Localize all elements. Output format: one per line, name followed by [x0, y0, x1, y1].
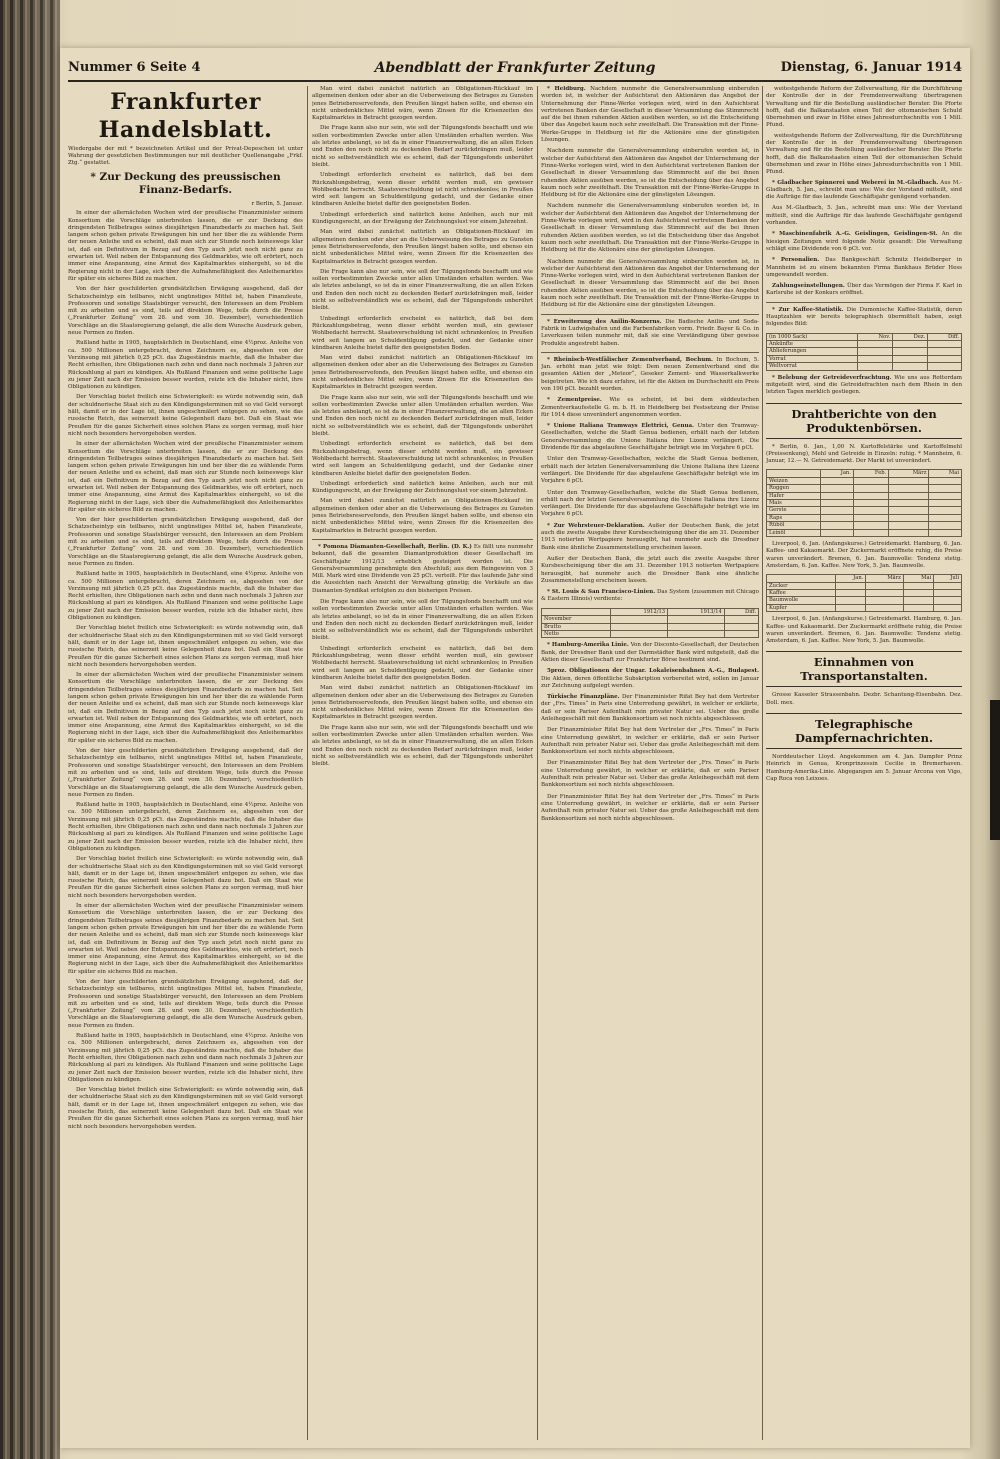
table-row: [542, 630, 759, 637]
page-edge-tab: [990, 700, 1000, 840]
news-item: [541, 456, 759, 485]
table-cell: [893, 355, 928, 362]
news-item: [312, 544, 533, 595]
news-item: [541, 794, 759, 823]
article-paragraph: Von der hier geschilderten grundsätzlichen Erwägung ausgehend, daß der Schatzscheintyp ein teilbares, nicht ungünstiges Mittel ist, haben Finanzleute, Professoren und sonstige Staatsbürger versucht, den Interessen an dem Problem mit zu arbeiten und es sind, teils auf direktem Wege, teils durch die Presse („Frankfurter Zeitung“ vom 28. und vom 30. Dezember), verschiedentlich Vorschläge an die Staatsregierung gelangt, die alle dem Wunsche Ausdruck geben, neue Formen zu finden.: [68, 748, 303, 798]
table-header-cell: Diff.: [928, 333, 962, 340]
news-item: [766, 180, 962, 202]
coffee-statistics-table: [766, 333, 962, 371]
table-header-cell: Jan.: [835, 575, 866, 582]
news-item: [541, 86, 759, 144]
table-cell: [611, 623, 668, 630]
telegraph-heading: Telegraphische Dampfernachrichten.: [766, 713, 962, 749]
news-item: * Berlin, 6. Jan., 1,00 N. Kartoffelstärke und Kartoffelmehl (Preissenkung), Mehl und Getreide in Einzeln: ruhig. * Mannheim, 6. Januar, 12.— N. Getreidemarkt. Der Markt ist unverändert.: [766, 443, 962, 465]
article-paragraph: weitestgehende Reform der Zollverwaltung, für die Durchführung der Kontrolle der in der Fremdenverwaltung übertragenen Verwaltung und für die Bestellung ausländischer Berater. Die Pforte hofft, daß die Balkanstaaten einen Teil der ottomanischen Schuld übernehmen und zwar in Höhe eines Jahresdurchschnitts von 1 Mill. Pfund.: [766, 132, 962, 176]
table-cell: [928, 363, 962, 370]
market-reports: Liverpool, 6. Jan. (Anfangskurse.) Getreidemarkt. Hamburg, 6. Jan. Kaffee- und Kakaomarkt. Der Zuckermarkt eröffnete ruhig, die Preise waren unverändert. Bremen, 6. Jan. Baumwolle: Tendenz stetig. Amsterdam, 6. Jan. Kaffee. New York, 5. Jan. Baumwolle.: [766, 616, 962, 645]
table-row: [767, 363, 962, 370]
table-header-cell: Mai: [903, 575, 933, 582]
article-paragraph: Man wird dabei zunächst natürlich an Obligationen-Rückkauf im allgemeinen denken oder aber an die Ueberweisung des Betrages zu Gunsten jenes Betriebsreservefonds, den Preußen längst haben sollte, und ebenso ein nicht unbedenkliches Mittel wäre, wenn Zinsen für die Krisenzeiten des Kapitalmarktes in Betracht gezogen werden.: [312, 229, 533, 265]
article-paragraph: Der Vorschlag bietet freilich eine Schwierigkeit: es würde notwendig sein, daß der schuldnerische Staat sich zu den Kündigungsterminen mit so viel Geld versorgt hält, damit er in der Lage ist, ihnen ungeschmälert entgegen zu sehen, wie das russische Reich, das seinerzeit keine Gelegenheit dazu bot. Daß ein Staat wie Preußen für die ganze Sicherheit eines solchen Plans zu sorgen vermag, muß hier nicht noch besonders hervorgehoben werden.: [68, 394, 303, 437]
article-paragraph: In einer der allernächsten Wochen wird der preußische Finanzminister seinem Konsortium die Vorschläge unterbreiten lassen, die er zur Deckung des dringendsten Teilbetrages seines diesjährigen Finanzbedarfs zu machen hat. Seit langem schon gehen private Erwägungen hin und her über die zu wählende Form der neuen Anleihe und es scheint, daß man sich zur Stunde noch keineswegs klar ist, daß ein Definitivum in Bezug auf den Typ auch jetzt noch nicht ganz zu erwarten ist. Weil neben der Entspannung des Geldmarktes, wie oft erörtert, noch immer eine Anspannung, eine Armut des Kapitalmarktes einhergeht, so ist die Regierung nicht in der Lage, sich über die Aufnahmefähigkeit des Anleihemarktes für später ein sicheres Bild zu machen.: [68, 672, 303, 744]
news-item-text: Das Bankgeschäft Schmitz Heidelberger in Mannheim ist zu einem bekannten Firma Bankhaus Brüder Hess umgewandelt worden.: [766, 257, 962, 278]
article-paragraph: Von der hier geschilderten grundsätzlichen Erwägung ausgehend, daß der Schatzscheintyp ein teilbares, nicht ungünstiges Mittel ist, haben Finanzleute, Professoren und sonstige Staatsbürger versucht, den Interessen an dem Problem mit zu arbeiten und es sind, teils auf direktem Wege, teils durch die Presse („Frankfurter Zeitung“ vom 28. und vom 30. Dezember), verschiedentlich Vorschläge an die Staatsregierung gelangt, die alle dem Wunsche Ausdruck geben, neue Formen zu finden.: [68, 978, 303, 1029]
news-item-title: * Belebung der Getreideverfrachtung.: [772, 374, 892, 381]
table-cell: Netto: [542, 630, 611, 637]
table-header-cell: Mai: [929, 470, 962, 477]
news-item-text: Wie uns aus Rotterdam mitgeteilt wird, sind die Getreidefrachten nach dem Rhein in den letzten Tagen merklich gestiegen.: [766, 374, 962, 396]
news-item-text: Die Dumonische Kaffee-Statistik, deren Hauptzahlen wir bereits telegraphisch übermittelt haben, zeigt folgendes Bild:: [766, 306, 962, 328]
news-item: [766, 375, 962, 397]
table-cell: Weizen: [767, 477, 821, 484]
news-item: [766, 307, 962, 329]
news-item-text: Der Finanzminister Rifat Bey hat dem Vertreter der „Frs. Times“ in Paris eine Unterredung gewährt, in welcher er erklärte, daß er sein Pariser Aufenthalt rein privater Natur sei. Ueber das große Anleihegeschäft mit dem Bankkonsortium sei noch nichts abgeschlossen.: [541, 760, 759, 789]
news-item-text: Nachdem nunmehr die Generalversammlung einberufen worden ist, in welcher der Aufsichtsrat den Aktionären das Angebot der Unternehmung der Finne-Werke vorlegen wird, wird in den Aufsichtsrat vertretenen Banken der Gesellschaft in dieser Versammlung das Stimmrecht auf die bei ihnen ruhenden Aktien ausüben werden, so ist die Entscheidung über das Angebot kaum noch sehr zweifelhaft. Die Transaktion mit der Finne-Werke-Gruppe in Heldburg ist für die Aktionäre eine der günstigsten Lösungen.: [541, 203, 759, 254]
article-paragraph: Rußland hatte in 1905, hauptsächlich in Deutschland, eine 4½proz. Anleihe von ca. 500 Millionen untergebracht, deren Zeichnern es, abgesehen von der Verzinsung mit jährlich 0,25 pCt. das Zugeständnis machte, daß die Inhaber das Recht erhielten, ihre Obligationen nach zehn und dann nach nochmals 3 Jahren zur Rückzahlung al pari zu kündigen. Als Rußland Finanzen und seine politische Lage zu jener Zeit nach der Emission besser wurden, reizte ich die Inhaber nicht, ihre Obligationen zu kündigen.: [68, 571, 303, 622]
table-header-cell: (in 1000 Sack): [767, 333, 858, 340]
newspaper-title: Abendblatt der Frankfurter Zeitung: [374, 60, 656, 76]
table-cell: [611, 630, 668, 637]
table-cell: [858, 348, 893, 355]
article-paragraph: Unbedingt erforderlich erscheint es natürlich, daß bei dem Rückzahlungsbetrag, wenn dieser erhöht werden muß, ein gewisser Wohlbedacht herrscht. Staatsverschuldung ist nicht schrankenlos; in Preußen wird seit langem an Schuldentilgung gedacht, und der Gedanke einer kündbaren Anleihe bietet dafür den geeignetsten Boden.: [312, 441, 533, 477]
divider: [541, 352, 759, 353]
table-cell: [893, 363, 928, 370]
table-row: [767, 582, 962, 589]
table-header-row: [767, 470, 962, 477]
news-item-text: Das System (zusammen mit Chicago & Eastern Illinois) verdiente:: [541, 589, 759, 603]
grain-prices-table: [766, 469, 962, 537]
table-row: [767, 590, 962, 597]
news-item-text: Unter den Tramway-Gesellschaften, welche die Stadt Genua bedienen, erhält nach der letzten Generalversammlung die Unione Italiana ihre Lizenz verlängert. Die Dividende für das abgelaufene Geschäftsjahr beträgt wie im Vorjahre 6 pCt.: [541, 489, 759, 518]
news-item-text: Aus M.-Gladbach, 5. Jan., schreibt man uns: Wie der Vorstand mitteilt, sind die Aufträge für das laufende Geschäftsjahr genügend vorhanden.: [766, 205, 962, 227]
news-item-text: Unter den Tramway-Gesellschaften, welche die Stadt Genua bedienen, erhält nach der letzten Generalversammlung die Unione Italiana ihre Lizenz verlängert. Die Dividende für das abgelaufene Geschäftsjahr beträgt wie im Vorjahre 6 pCt.: [541, 423, 759, 452]
issue-date: Dienstag, 6. Januar 1914: [780, 60, 962, 75]
news-item-text: Der Finanzminister Rifat Bey hat dem Vertreter der „Frs. Times“ in Paris eine Unterredung gewährt, in welcher er erklärte, daß er sein Pariser Aufenthalt rein privater Natur sei. Ueber das große Anleihegeschäft mit dem Bankkonsortium sei noch nichts abgeschlossen.: [541, 694, 759, 722]
article-paragraph: Man wird dabei zunächst natürlich an Obligationen-Rückkauf im allgemeinen denken oder aber an die Ueberweisung des Betrages zu Gunsten jenes Betriebsreservefonds, den Preußen längst haben sollte, und ebenso ein nicht unbedenkliches Mittel wäre, wenn Zinsen für die Krisenzeiten des Kapitalmarktes in Betracht gezogen werden.: [312, 685, 533, 721]
newspaper-page: [60, 48, 970, 1448]
table-cell: [928, 355, 962, 362]
article-paragraph: Unbedingt erforderlich erscheint es natürlich, daß bei dem Rückzahlungsbetrag, wenn dieser erhöht werden muß, ein gewisser Wohlbedacht herrscht. Staatsverschuldung ist nicht schrankenlos; in Preußen wird seit langem an Schuldentilgung gedacht, und der Gedanke einer kündbaren Anleihe bietet dafür den geeignetsten Boden.: [312, 315, 533, 351]
table-cell: Ankünfte: [767, 341, 858, 348]
article-paragraph: In einer der allernächsten Wochen wird der preußische Finanzminister seinem Konsortium die Vorschläge unterbreiten lassen, die er zur Deckung des dringendsten Teilbetrages seines diesjährigen Finanzbedarfs zu machen hat. Seit langem schon gehen private Erwägungen hin und her über die zu wählende Form der neuen Anleihe und es scheint, daß man sich zur Stunde noch keineswegs klar ist, daß ein Definitivum in Bezug auf den Typ auch jetzt noch nicht ganz zu erwarten ist. Weil neben der Entspannung des Geldmarktes, wie oft erörtert, noch immer eine Anspannung, eine Armut des Kapitalmarktes einhergeht, so ist die Regierung nicht in der Lage, sich über die Aufnahmefähigkeit des Anleihemarktes für später ein sicheres Bild zu machen.: [68, 903, 303, 975]
news-item-title: * Zur Kaffee-Statistik.: [772, 306, 844, 313]
article-paragraph: In einer der allernächsten Wochen wird der preußische Finanzminister seinem Konsortium die Vorschläge unterbreiten lassen, die er zur Deckung des dringendsten Teilbetrages seines diesjährigen Finanzbedarfs zu machen hat. Seit langem schon gehen private Erwägungen hin und her über die zu wählende Form der neuen Anleihe und es scheint, daß man sich zur Stunde noch keineswegs klar ist, daß ein Definitivum in Bezug auf den Typ auch jetzt noch nicht ganz zu erwarten ist. Weil neben der Entspannung des Geldmarktes, wie oft erörtert, noch immer eine Anspannung, eine Armut des Kapitalmarktes einhergeht, so ist die Regierung nicht in der Lage, sich über die Aufnahmefähigkeit des Anleihemarktes für später ein sicheres Bild zu machen.: [68, 441, 303, 513]
article-paragraph: Der Vorschlag bietet freilich eine Schwierigkeit: es würde notwendig sein, daß der schuldnerische Staat sich zu den Kündigungsterminen mit so viel Geld versorgt hält, damit er in der Lage ist, ihnen ungeschmälert entgegen zu sehen, wie das russische Reich, das seinerzeit keine Gelegenheit dazu bot. Daß ein Staat wie Preußen für die ganze Sicherheit eines solchen Plans zu sorgen vermag, muß hier nicht noch besonders hervorgehoben werden.: [68, 625, 303, 668]
section-title: Frankfurter Handelsblatt.: [98, 89, 273, 143]
table-cell: [724, 630, 758, 637]
news-item-text: Unter den Tramway-Gesellschaften, welche die Stadt Genua bedienen, erhält nach der letzten Generalversammlung die Unione Italiana ihre Lizenz verlängert. Die Dividende für das abgelaufene Geschäftsjahr beträgt wie im Vorjahre 6 pCt.: [541, 456, 759, 485]
table-header-cell: [542, 608, 611, 615]
news-item: [541, 203, 759, 254]
table-row: [767, 522, 962, 529]
table-row: [767, 604, 962, 611]
issue-number: Nummer 6 Seite 4: [68, 60, 201, 75]
divider: [312, 539, 533, 540]
news-item: [541, 523, 759, 552]
table-cell: Mais: [767, 500, 821, 507]
article-paragraph: Rußland hatte in 1905, hauptsächlich in Deutschland, eine 4½proz. Anleihe von ca. 500 Millionen untergebracht, deren Zeichnern es, abgesehen von der Verzinsung mit jährlich 0,25 pCt. das Zugeständnis machte, daß die Inhaber das Recht erhielten, ihre Obligationen nach zehn und dann nach nochmals 3 Jahren zur Rückzahlung al pari zu kündigen. Als Rußland Finanzen und seine politische Lage zu jener Zeit nach der Emission besser wurden, reizte ich die Inhaber nicht, ihre Obligationen zu kündigen.: [68, 340, 303, 391]
news-item-title: * Heldburg.: [547, 86, 586, 92]
article-paragraph: Die Frage kann also nur sein, wie soll der Tilgungsfonds beschafft und wie sollen vorbestimmten Zwecke unter allen Umständen erhalten werden. Was als letztes anbelangt, so ist da in einer Finanzverwaltung, die an allen Ecken und Enden den noch nicht zu deckenden Bedarf zurückdrängen muß, leider nicht so selbstverständlich wie es scheint, daß der Tilgungsfonds unberührt bleibt.: [312, 394, 533, 438]
table-cell: Baumwolle: [767, 597, 836, 604]
news-item: [541, 423, 759, 452]
table-header-cell: Jan.: [821, 470, 854, 477]
table-row: [767, 507, 962, 514]
table-cell: [668, 630, 725, 637]
table-cell: [928, 341, 962, 348]
table-header-row: [542, 608, 759, 615]
news-item-text: Die Badische Anilin- und Soda-Fabrik in Ludwigshafen und die Farbenfabriken vorm. Friedr. Bayer & Co. in Leverkusen teilen nunmehr mit, daß sie eine Verständigung über gewisse Produkte angestrebt haben.: [541, 318, 759, 347]
table-header-cell: 1913/14: [668, 608, 725, 615]
table-header-row: [767, 333, 962, 340]
article-paragraph: Unbedingt erforderlich sind natürlich keine Anleihen, auch nur mit Kündigungsrecht, an der Erwägung der Zeichnungslust vor einem Jahrzehnt.: [312, 211, 533, 226]
news-item: [541, 490, 759, 519]
news-item-title: Türkische Finanzpläne.: [547, 694, 620, 701]
news-item-title: Zahlungseinstellungen.: [772, 283, 845, 290]
news-item-text: An die hiesigen Zeitungen wird folgende Notiz gesandt: Die Verwaltung schlägt eine Dividende von 6 pCt. vor.: [766, 231, 962, 252]
table-row: [542, 616, 759, 623]
news-item-text: Nachdem nunmehr die Generalversammlung einberufen worden ist, in welcher der Aufsichtsrat den Aktionären das Angebot der Unternehmung der Finne-Werke vorlegen wird, wird in den Aufsichtsrat vertretenen Banken der Gesellschaft in dieser Versammlung das Stimmrecht auf die bei ihnen ruhenden Aktien ausüben werden, so ist die Entscheidung über das Angebot kaum noch sehr zweifelhaft. Die Transaktion mit der Finne-Werke-Gruppe in Heldburg ist für die Aktionäre eine der günstigsten Lösungen.: [541, 258, 759, 309]
news-item-title: * Rheinisch-Westfälischer Zementverband, Bochum.: [547, 356, 713, 363]
article-paragraph: Unbedingt erforderlich erscheint es natürlich, daß bei dem Rückzahlungsbetrag, wenn dieser erhöht werden muß, ein gewisser Wohlbedacht herrscht. Staatsverschuldung ist nicht schrankenlos; in Preußen wird seit langem an Schuldentilgung gedacht, und der Gedanke einer kündbaren Anleihe bietet dafür den geeignetsten Boden.: [312, 645, 533, 681]
table-cell: Hafer: [767, 492, 821, 499]
news-item: [541, 556, 759, 585]
table-cell: [858, 355, 893, 362]
table-header-cell: [767, 470, 821, 477]
commodity-prices-table: [766, 574, 962, 612]
article-paragraph: Von der hier geschilderten grundsätzlichen Erwägung ausgehend, daß der Schatzscheintyp ein teilbares, nicht ungünstiges Mittel ist, haben Finanzleute, Professoren und sonstige Staatsbürger versucht, den Interessen an dem Problem mit zu arbeiten und es sind, teils auf direktem Wege, teils durch die Presse („Frankfurter Zeitung“ vom 28. und vom 30. Dezember), verschiedentlich Vorschläge an die Staatsregierung gelangt, die alle dem Wunsche Ausdruck geben, neue Formen zu finden.: [68, 286, 303, 337]
news-item-text: In Bochum, 5. Jan. erhöht man jetzt wie folgt: Dem neuen Zementverband sind die gesamten Aktien der „Meteor“, Geseker Zement- und Wasserkalkwerke beigetreten. Wie ich dazu erfahre, ist für die Aktien im Durchschnitt ein Preis von 190 pCt. bezahlt worden.: [541, 356, 759, 392]
telegraph-text: Norddeutscher Lloyd. Angekommen am 4. Jan. Dampfer Prinz Heinrich in Genua, Kronprinzessin Cecilie in Bremerhaven. Hamburg-Amerika-Linie. Abgegangen am 5. Januar Arcona von Vigo, Cap Roca von Leixoes.: [766, 754, 962, 782]
table-header-cell: März: [866, 575, 904, 582]
news-item-title: * Gladbacher Spinnerei und Weberei in M.-Gladbach.: [772, 179, 939, 186]
table-cell: Rüböl: [767, 522, 821, 529]
news-item: [541, 642, 759, 664]
news-item-title: * Unione Italiana Tramways Elettrici, Genua.: [547, 423, 694, 430]
news-item: [541, 319, 759, 348]
news-item-text: Der Finanzminister Rifat Bey hat dem Vertreter der „Frs. Times“ in Paris eine Unterredung gewährt, in welcher er erklärte, daß er sein Pariser Aufenthalt rein privater Natur sei. Ueber das große Anleihegeschäft mit dem Bankkonsortium sei noch nichts abgeschlossen.: [541, 727, 759, 756]
news-item-title: * Personalien.: [772, 257, 820, 264]
news-item-title: * Pomona Diamanten-Gesellschaft, Berlin. (D. K.): [318, 543, 472, 550]
table-cell: [724, 616, 758, 623]
table-row: [767, 492, 962, 499]
table-cell: Vorrat: [767, 355, 858, 362]
news-item: [541, 694, 759, 723]
book-binding: [0, 0, 60, 1459]
table-cell: Raps: [767, 514, 821, 521]
reprint-note: Wiedergabe der mit * bezeichneten Artikel und der Privat-Depeschen ist unter Wahrung der gesetzlichen Bestimmungen nur mit deutlicher Quellenangabe „Frkf. Ztg.“ gestattet.: [68, 146, 303, 166]
produce-exchange-heading: Drahtberichte von den Produktenbörsen.: [766, 403, 962, 439]
news-item: [766, 231, 962, 253]
table-cell: Weltvorrat: [767, 363, 858, 370]
news-item-title: * Maschinenfabrik A.-G. Geislingen, Geislingen-St.: [772, 231, 938, 238]
table-cell: [668, 623, 725, 630]
news-item-text: Der Finanzminister Rifat Bey hat dem Vertreter der „Frs. Times“ in Paris eine Unterredung gewährt, in welcher er erklärte, daß er sein Pariser Aufenthalt rein privater Natur sei. Ueber das große Anleihegeschäft mit dem Bankkonsortium sei noch nichts abgeschlossen.: [541, 793, 759, 822]
news-item: [541, 760, 759, 789]
table-cell: [724, 623, 758, 630]
table-row: [542, 623, 759, 630]
table-header-cell: Nov.: [858, 333, 893, 340]
news-item-title: * Erweiterung des Anilin-Konzerns.: [547, 318, 662, 325]
news-item-text: Wie es scheint, ist bei dem süddeutschen Zementverkaufsstelle G. m. b. H. in Heidelberg bei Festsetzung der Preise für 1914 diese unverändert angenommen worden.: [541, 397, 759, 418]
table-header-cell: [767, 575, 836, 582]
news-item: [541, 397, 759, 419]
transport-text: Grosse Kasseler Strassenbahn. Dezbr. Schantung-Eisenbahn. Dez. Doll. mex.: [766, 692, 962, 706]
column-1: [68, 86, 303, 1440]
news-item-title: 5proz. Obligationen der Ungar. Lokaleisenbahnen A.-G., Budapest.: [547, 668, 759, 675]
column-rule: [537, 86, 538, 1440]
article-paragraph: Man wird dabei zunächst natürlich an Obligationen-Rückkauf im allgemeinen denken oder aber an die Ueberweisung des Betrages zu Gunsten jenes Betriebsreservefonds, den Preußen längst haben sollte, und ebenso ein nicht unbedenkliches Mittel wäre, wenn Zinsen für die Krisenzeiten des Kapitalmarktes in Betracht gezogen werden.: [312, 355, 533, 391]
column-4: [766, 86, 962, 1440]
article-paragraph: Rußland hatte in 1905, hauptsächlich in Deutschland, eine 4½proz. Anleihe von ca. 500 Millionen untergebracht, deren Zeichnern es, abgesehen von der Verzinsung mit jährlich 0,25 pCt. das Zugeständnis machte, daß die Inhaber das Recht erhielten, ihre Obligationen nach zehn und dann nach nochmals 3 Jahren zur Rückzahlung al pari zu kündigen. Als Rußland Finanzen und seine politische Lage zu jener Zeit nach der Emission besser wurden, reizte ich die Inhaber nicht, ihre Obligationen zu kündigen.: [68, 802, 303, 852]
earnings-table: [541, 608, 759, 639]
article-paragraph: Man wird dabei zunächst natürlich an Obligationen-Rückkauf im allgemeinen denken oder aber an die Ueberweisung des Betrages zu Gunsten jenes Betriebsreservefonds, den Preußen längst haben sollte, und ebenso ein nicht unbedenkliches Mittel wäre, wenn Zinsen für die Krisenzeiten des Kapitalmarktes in Betracht gezogen werden.: [312, 498, 533, 534]
news-item-title: * St. Louis & San Francisco-Linien.: [547, 589, 656, 596]
news-item: [541, 357, 759, 393]
news-item-text: Nachdem nunmehr die Generalversammlung einberufen worden ist, in welcher der Aufsichtsrat den Aktionären das Angebot der Unternehmung der Finne-Werke vorlegen wird, wird in den Aufsichtsrat vertretenen Banken der Gesellschaft in dieser Versammlung das Stimmrecht auf die bei ihnen ruhenden Aktien ausüben werden, so ist die Entscheidung über das Angebot kaum noch sehr zweifelhaft. Die Transaktion mit der Finne-Werke-Gruppe in Heldburg ist für die Aktionäre eine der günstigsten Lösungen.: [541, 148, 759, 199]
article-paragraph: In einer der allernächsten Wochen wird der preußische Finanzminister seinem Konsortium die Vorschläge unterbreiten lassen, die er zur Deckung des dringendsten Teilbetrages seines diesjährigen Finanzbedarfs zu machen hat. Seit langem schon gehen private Erwägungen hin und her über die zu wählende Form der neuen Anleihe und es scheint, daß man sich zur Stunde noch keineswegs klar ist, daß ein Definitivum in Bezug auf den Typ auch jetzt noch nicht ganz zu erwarten ist. Weil neben der Entspannung des Geldmarktes, wie oft erörtert, noch immer eine Anspannung, eine Armut des Kapitalmarktes einhergeht, so ist die Regierung nicht in der Lage, sich über die Aufnahmefähigkeit des Anleihemarktes für später ein sicheres Bild zu machen.: [68, 210, 303, 282]
news-item-text: Von der Disconto-Gesellschaft, der Deutschen Bank, der Dresdner Bank und der Darmstädter Bank wird mitgeteilt, daß die Aktien dieser Gesellschaft zur Frankfurter Börse bestimmt sind.: [541, 642, 759, 663]
table-row: [767, 485, 962, 492]
news-item: [766, 257, 962, 279]
news-item: [541, 668, 759, 690]
news-item: [541, 589, 759, 604]
table-cell: [668, 616, 725, 623]
news-item: [541, 259, 759, 310]
table-cell: [858, 341, 893, 348]
transport-heading: Einnahmen von Transportanstalten.: [766, 651, 962, 687]
news-item-text: Nachdem nunmehr die Generalversammlung einberufen worden ist, in welcher der Aufsichtsrat den Aktionären das Angebot der Unternehmung der Finne-Werke vorlegen wird, wird in den Aufsichtsrat vertretenen Banken der Gesellschaft in dieser Versammlung das Stimmrecht auf die bei ihnen ruhenden Aktien ausüben werden, so ist die Entscheidung über das Angebot kaum noch sehr zweifelhaft. Die Transaktion mit der Finne-Werke-Gruppe in Heldburg ist für die Aktionäre eine der günstigsten Lösungen.: [541, 86, 759, 144]
table-cell: [611, 616, 668, 623]
table-row: [767, 348, 962, 355]
table-row: [767, 514, 962, 521]
table-cell: November: [542, 616, 611, 623]
column-rule: [762, 86, 763, 1440]
news-item: [766, 205, 962, 227]
news-item: [541, 727, 759, 756]
news-item-title: * Zementpreise.: [547, 397, 602, 404]
news-item: [766, 283, 962, 298]
news-item-title: * Hamburg-Amerika Linie.: [547, 642, 629, 649]
news-item-text: Außer der Deutschen Bank, die jetzt auch die zweite Ausgabe ihrer Kursbescheinigung über die am 31. Dezember 1913 notierten Wertpapiere herausgibt, hat nunmehr auch die Dresdner Bank eine ähnliche Zusammenstellung erscheinen lassen.: [541, 555, 759, 584]
divider: [541, 314, 759, 315]
news-item-title: * Zur Wehrsteuer-Deklaration.: [547, 522, 645, 529]
table-cell: [893, 348, 928, 355]
article-paragraph: Der Vorschlag bietet freilich eine Schwierigkeit: es würde notwendig sein, daß der schuldnerische Staat sich zu den Kündigungsterminen mit so viel Geld versorgt hält, damit er in der Lage ist, ihnen ungeschmälert entgegen zu sehen, wie das russische Reich, das seinerzeit keine Gelegenheit dazu bot. Daß ein Staat wie Preußen für die ganze Sicherheit eines solchen Plans zu sorgen vermag, muß hier nicht noch besonders hervorgehoben werden.: [68, 1087, 303, 1130]
column-2: [312, 86, 533, 1440]
article-headline: * Zur Deckung des preussischen Finanz-Bedarfs.: [90, 171, 281, 196]
table-row: [767, 597, 962, 604]
article-paragraph: Rußland hatte in 1905, hauptsächlich in Deutschland, eine 4½proz. Anleihe von ca. 500 Millionen untergebracht, deren Zeichnern es, abgesehen von der Verzinsung mit jährlich 0,25 pCt. das Zugeständnis machte, daß die Inhaber das Recht erhielten, ihre Obligationen nach zehn und dann nach nochmals 3 Jahren zur Rückzahlung al pari zu kündigen. Als Rußland Finanzen und seine politische Lage zu jener Zeit nach der Emission besser wurden, reizte ich die Inhaber nicht, ihre Obligationen zu kündigen.: [68, 1033, 303, 1083]
news-item-text: Aus M.-Gladbach, 5. Jan., schreibt man uns: Wie der Vorstand mitteilt, sind die Aufträge für das laufende Geschäftsjahr genügend vorhanden.: [766, 179, 962, 201]
table-header-cell: Feb.: [853, 470, 888, 477]
article-paragraph: weitestgehende Reform der Zollverwaltung, für die Durchführung der Kontrolle der in der Fremdenverwaltung übertragenen Verwaltung und für die Bestellung ausländischer Berater. Die Pforte hofft, daß die Balkanstaaten einen Teil der ottomanischen Schuld übernehmen und zwar in Höhe eines Jahresdurchschnitts von 1 Mill. Pfund.: [766, 86, 962, 129]
article-paragraph: Die Frage kann also nur sein, wie soll der Tilgungsfonds beschafft und wie sollen vorbestimmten Zwecke unter allen Umständen erhalten werden. Was als letztes anbelangt, so ist da in einer Finanzverwaltung, die an allen Ecken und Enden den noch nicht zu deckenden Bedarf zurückdrängen muß, leider nicht so selbstverständlich wie es scheint, daß der Tilgungsfonds unberührt bleibt.: [312, 599, 533, 642]
table-header-row: [767, 575, 962, 582]
news-item: [541, 148, 759, 199]
article-paragraph: Von der hier geschilderten grundsätzlichen Erwägung ausgehend, daß der Schatzscheintyp ein teilbares, nicht ungünstiges Mittel ist, haben Finanzleute, Professoren und sonstige Staatsbürger versucht, den Interessen an dem Problem mit zu arbeiten und es sind, teils auf direktem Wege, teils durch die Presse („Frankfurter Zeitung“ vom 28. und vom 30. Dezember), verschiedentlich Vorschläge an die Staatsregierung gelangt, die alle dem Wunsche Ausdruck geben, neue Formen zu finden.: [68, 517, 303, 567]
table-cell: Leinöl: [767, 529, 821, 536]
table-header-cell: 1912/13: [611, 608, 668, 615]
table-cell: [893, 341, 928, 348]
table-header-cell: Dez.: [893, 333, 928, 340]
table-cell: Brutto: [542, 623, 611, 630]
news-item-text: Es fällt uns nunmehr bekannt, daß die gesamten Diamantproduktion dieser Gesellschaft im Geschäftsjahr 1912/13 erheblich gesteigert worden ist. Die Generalversammlung genehmigte den Abschluß; aus dem Reingewinn von 3 Mill. Mark wird eine Dividende von 25 pCt. verteilt. Für das laufende Jahr sind die Aussichten nach Ansicht der Verwaltung günstig; die Verkäufe an das Diamanten-Syndikat erfolgten zu den bisherigen Preisen.: [312, 543, 533, 594]
table-cell: Ablieferungen: [767, 348, 858, 355]
news-item-text: Die Aktien, deren öffentliche Subskription vorbereitet wird, sollen im Januar zur Zeichnung aufgelegt werden.: [541, 675, 759, 689]
article-paragraph: Unbedingt erforderlich erscheint es natürlich, daß bei dem Rückzahlungsbetrag, wenn dieser erhöht werden muß, ein gewisser Wohlbedacht herrscht. Staatsverschuldung ist nicht schrankenlos; in Preußen wird seit langem an Schuldentilgung gedacht, und der Gedanke einer kündbaren Anleihe bietet dafür den geeignetsten Boden.: [312, 172, 533, 208]
table-header-cell: Juli: [934, 575, 962, 582]
table-row: [767, 500, 962, 507]
article-paragraph: Man wird dabei zunächst natürlich an Obligationen-Rückkauf im allgemeinen denken oder aber an die Ueberweisung des Betrages zu Gunsten jenes Betriebsreservefonds, den Preußen längst haben sollte, und ebenso ein nicht unbedenkliches Mittel wäre, wenn Zinsen für die Krisenzeiten des Kapitalmarktes in Betracht gezogen werden.: [312, 86, 533, 122]
table-cell: Kupfer: [767, 604, 836, 611]
column-rule: [307, 86, 308, 1440]
article-dateline: r Berlin, 5. Januar.: [251, 201, 303, 207]
table-row: [767, 529, 962, 536]
article-paragraph: Die Frage kann also nur sein, wie soll der Tilgungsfonds beschafft und wie sollen vorbestimmten Zwecke unter allen Umständen erhalten werden. Was als letztes anbelangt, so ist da in einer Finanzverwaltung, die an allen Ecken und Enden den noch nicht zu deckenden Bedarf zurückdrängen muß, leider nicht so selbstverständlich wie es scheint, daß der Tilgungsfonds unberührt bleibt.: [312, 724, 533, 768]
table-cell: Roggen: [767, 485, 821, 492]
table-cell: Gerste: [767, 507, 821, 514]
table-cell: Kaffee: [767, 590, 836, 597]
article-paragraph: Unbedingt erforderlich sind natürlich keine Anleihen, auch nur mit Kündigungsrecht, an der Erwägung der Zeichnungslust vor einem Jahrzehnt.: [312, 480, 533, 495]
column-3: [541, 86, 759, 1440]
article-paragraph: Die Frage kann also nur sein, wie soll der Tilgungsfonds beschafft und wie sollen vorbestimmten Zwecke unter allen Umständen erhalten werden. Was als letztes anbelangt, so ist da in einer Finanzverwaltung, die an allen Ecken und Enden den noch nicht zu deckenden Bedarf zurückdrängen muß, leider nicht so selbstverständlich wie es scheint, daß der Tilgungsfonds unberührt bleibt.: [312, 125, 533, 168]
table-cell: Zucker: [767, 582, 836, 589]
news-item-text: Über das Vermögen der Firma F. Karl in Karlsruhe ist der Konkurs eröffnet.: [766, 283, 962, 297]
table-row: [767, 477, 962, 484]
table-header-cell: März: [889, 470, 929, 477]
table-cell: [858, 363, 893, 370]
market-reports: Liverpool, 6. Jan. (Anfangskurse.) Getreidemarkt. Hamburg, 6. Jan. Kaffee- und Kakaomarkt. Der Zuckermarkt eröffnete ruhig, die Preise waren unverändert. Bremen, 6. Jan. Baumwolle: Tendenz stetig. Amsterdam, 6. Jan. Kaffee. New York, 5. Jan. Baumwolle.: [766, 541, 962, 569]
table-row: [767, 355, 962, 362]
article-paragraph: Der Vorschlag bietet freilich eine Schwierigkeit: es würde notwendig sein, daß der schuldnerische Staat sich zu den Kündigungsterminen mit so viel Geld versorgt hält, damit er in der Lage ist, ihnen ungeschmälert entgegen zu sehen, wie das russische Reich, das seinerzeit keine Gelegenheit dazu bot. Daß ein Staat wie Preußen für die ganze Sicherheit eines solchen Plans zu sorgen vermag, muß hier nicht noch besonders hervorgehoben werden.: [68, 856, 303, 899]
article-paragraph: Die Frage kann also nur sein, wie soll der Tilgungsfonds beschafft und wie sollen vorbestimmten Zwecke unter allen Umständen erhalten werden. Was als letztes anbelangt, so ist da in einer Finanzverwaltung, die an allen Ecken und Enden den noch nicht zu deckenden Bedarf zurückdrängen muß, leider nicht so selbstverständlich wie es scheint, daß der Tilgungsfonds unberührt bleibt.: [312, 268, 533, 312]
table-cell: [928, 348, 962, 355]
table-row: [767, 341, 962, 348]
divider: [766, 302, 962, 303]
news-item-text: Außer der Deutschen Bank, die jetzt auch die zweite Ausgabe ihrer Kursbescheinigung über die am 31. Dezember 1913 notierten Wertpapiere herausgibt, hat nunmehr auch die Dresdner Bank eine ähnliche Zusammenstellung erscheinen lassen.: [541, 522, 759, 551]
masthead: [68, 58, 962, 82]
table-header-cell: Diff.: [724, 608, 758, 615]
